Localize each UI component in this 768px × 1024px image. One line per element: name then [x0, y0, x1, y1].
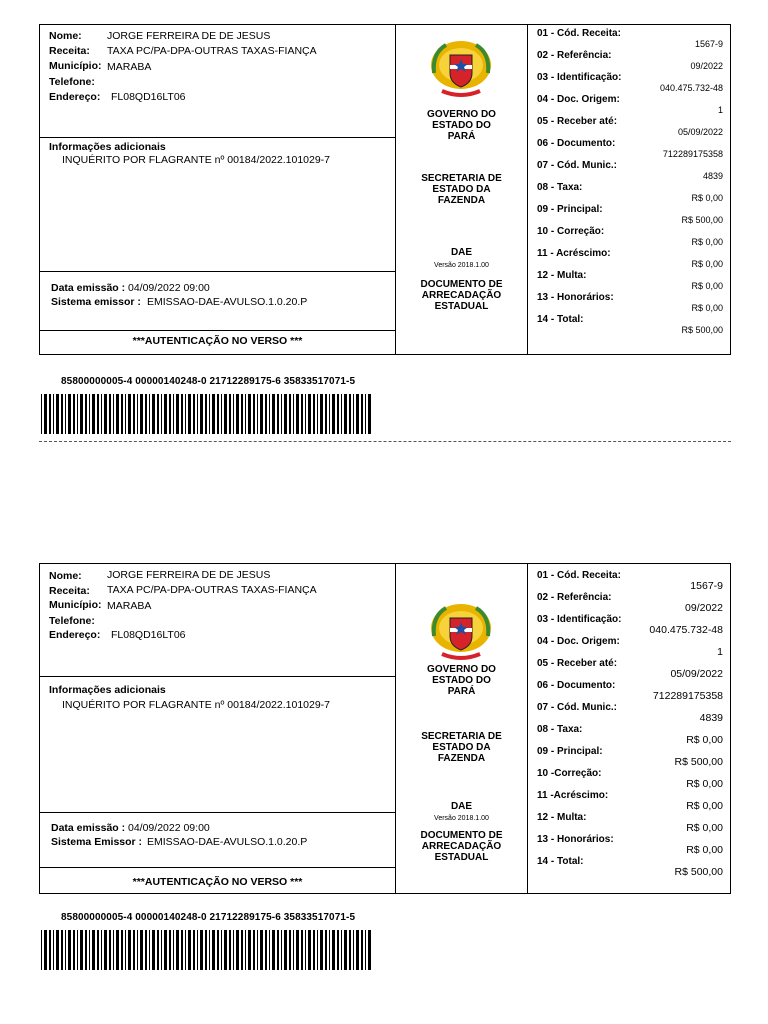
municipio-label: Município: [49, 599, 102, 611]
divider [40, 867, 395, 868]
field-value: R$ 500,00 [681, 325, 723, 335]
version-text: Versão 2018.1.00 [434, 262, 489, 269]
field-label: 14 - Total: [537, 856, 584, 867]
field-value: 712289175358 [652, 690, 723, 702]
emission-date-value: 04/09/2022 09:00 [128, 282, 210, 294]
name-label: Nome: [49, 30, 82, 42]
telefone-label: Telefone: [49, 615, 95, 627]
field-value: R$ 0,00 [691, 193, 723, 203]
emission-system-label: Sistema emissor : [51, 296, 141, 308]
field-value: R$ 0,00 [691, 259, 723, 269]
doc-line-3: ESTADUAL [434, 852, 489, 863]
dae-title: DAE [450, 801, 473, 812]
field-value: R$ 500,00 [674, 756, 723, 768]
name-label: Nome: [49, 570, 82, 582]
field-value: R$ 0,00 [686, 734, 723, 746]
municipio-value: MARABA [107, 61, 152, 73]
endereco-value: FL08QD16LT06 [111, 91, 186, 103]
field-label: 08 - Taxa: [537, 182, 583, 193]
field-value: 05/09/2022 [677, 127, 723, 137]
field-label: 11 - Acréscimo: [537, 248, 611, 259]
field-value: 09/2022 [685, 602, 723, 614]
field-label: 12 - Multa: [537, 812, 587, 823]
emission-date-label: Data emissão : [51, 822, 126, 834]
field-label: 14 - Total: [537, 314, 584, 325]
field-label: 11 -Acréscimo: [537, 790, 609, 801]
sec-line-1: SECRETARIA DE [421, 731, 502, 742]
field-label: 10 -Correção: [537, 768, 602, 779]
field-value: R$ 0,00 [686, 844, 723, 856]
gov-line-3: PARÁ [447, 131, 476, 142]
endereco-value: FL08QD16LT06 [111, 629, 186, 641]
fields-column [528, 25, 730, 354]
field-value: 1 [717, 646, 723, 658]
emission-date-value: 04/09/2022 09:00 [128, 822, 210, 834]
field-label: 08 - Taxa: [537, 724, 583, 735]
name-value: JORGE FERREIRA DE DE JESUS [107, 569, 271, 581]
payer-column [40, 25, 396, 354]
field-value: 4839 [699, 712, 723, 724]
info-label: Informações adicionais [49, 684, 166, 696]
field-label: 06 - Documento: [537, 138, 616, 149]
gov-line-2: ESTADO DO [432, 675, 491, 686]
agency-column [396, 564, 528, 893]
sec-line-2: ESTADO DA [432, 742, 491, 753]
telefone-label: Telefone: [49, 76, 95, 88]
barcode-digits: 85800000005-4 00000140248-0 21712289175-6 35833517071-5 [61, 912, 356, 923]
field-label: 06 - Documento: [537, 680, 616, 691]
info-text: INQUÉRITO POR FLAGRANTE nº 00184/2022.101029-7 [62, 154, 331, 166]
payer-column [40, 564, 396, 893]
field-label: 04 - Doc. Origem: [537, 94, 620, 105]
field-label: 09 - Principal: [537, 204, 603, 215]
field-label: 01 - Cód. Receita: [537, 570, 621, 581]
divider [40, 676, 395, 677]
receita-value: TAXA PC/PA-DPA-OUTRAS TAXAS-FIANÇA [107, 45, 317, 57]
endereco-label: Endereço: [49, 629, 101, 641]
divider [40, 137, 395, 138]
receita-label: Receita: [49, 585, 90, 597]
divider [40, 330, 395, 331]
sec-line-3: FAZENDA [437, 195, 486, 206]
doc-line-2: ARRECADAÇÃO [421, 841, 502, 852]
info-label: Informações adicionais [49, 141, 166, 153]
field-label: 05 - Receber até: [537, 116, 618, 127]
gov-line-1: GOVERNO DO [427, 109, 496, 120]
agency-column [396, 25, 528, 354]
field-label: 04 - Doc. Origem: [537, 636, 620, 647]
field-value: R$ 0,00 [686, 778, 723, 790]
field-value: 05/09/2022 [670, 668, 723, 680]
doc-line-1: DOCUMENTO DE [420, 830, 503, 841]
gov-line-3: PARÁ [447, 686, 476, 697]
field-value: 1 [717, 105, 723, 115]
doc-line-3: ESTADUAL [434, 301, 489, 312]
field-label: 10 - Correção: [537, 226, 605, 237]
field-value: R$ 500,00 [674, 866, 723, 878]
municipio-value: MARABA [107, 600, 152, 612]
name-value: JORGE FERREIRA DE DE JESUS [107, 30, 271, 42]
endereco-label: Endereço: [49, 91, 101, 103]
field-value: R$ 0,00 [691, 303, 723, 313]
field-label: 01 - Cód. Receita: [537, 28, 621, 39]
gov-line-2: ESTADO DO [432, 120, 491, 131]
dae-title: DAE [450, 247, 473, 258]
para-coat-of-arms-icon [428, 35, 494, 105]
field-label: 07 - Cód. Munic.: [537, 160, 617, 171]
field-value: 1567-9 [690, 580, 723, 592]
municipio-label: Município: [49, 60, 102, 72]
cut-line [39, 441, 731, 442]
field-label: 02 - Referência: [537, 50, 612, 61]
emission-system-label: Sistema Emissor : [51, 836, 143, 848]
field-value: 040.475.732-48 [659, 83, 723, 93]
para-coat-of-arms-icon [428, 598, 494, 668]
dae-slip-top [39, 24, 731, 355]
dae-slip-bottom [39, 563, 731, 894]
field-label: 03 - Identificação: [537, 614, 622, 625]
gov-line-1: GOVERNO DO [427, 664, 496, 675]
receita-label: Receita: [49, 45, 90, 57]
fields-column [528, 564, 730, 893]
field-value: 040.475.732-48 [649, 624, 723, 636]
doc-line-2: ARRECADAÇÃO [421, 290, 502, 301]
authentication-note: ***AUTENTICAÇÃO NO VERSO *** [132, 876, 303, 888]
authentication-note: ***AUTENTICAÇÃO NO VERSO *** [132, 335, 303, 347]
field-label: 03 - Identificação: [537, 72, 622, 83]
receita-value: TAXA PC/PA-DPA-OUTRAS TAXAS-FIANÇA [107, 584, 317, 596]
field-value: R$ 0,00 [686, 800, 723, 812]
field-label: 13 - Honorários: [537, 292, 614, 303]
sec-line-3: FAZENDA [437, 753, 486, 764]
emission-system-value: EMISSAO-DAE-AVULSO.1.0.20.P [147, 836, 308, 848]
sec-line-1: SECRETARIA DE [421, 173, 502, 184]
barcode-digits: 85800000005-4 00000140248-0 21712289175-6 35833517071-5 [61, 376, 356, 387]
field-label: 09 - Principal: [537, 746, 603, 757]
emission-system-value: EMISSAO-DAE-AVULSO.1.0.20.P [147, 296, 308, 308]
info-text: INQUÉRITO POR FLAGRANTE nº 00184/2022.101029-7 [62, 699, 331, 711]
field-value: 1567-9 [694, 39, 723, 49]
sec-line-2: ESTADO DA [432, 184, 491, 195]
field-label: 05 - Receber até: [537, 658, 618, 669]
field-label: 12 - Multa: [537, 270, 587, 281]
version-text: Versão 2018.1.00 [434, 815, 489, 822]
divider [40, 271, 395, 272]
field-label: 02 - Referência: [537, 592, 612, 603]
barcode [41, 930, 371, 970]
field-value: R$ 500,00 [681, 215, 723, 225]
field-label: 13 - Honorários: [537, 834, 614, 845]
field-value: R$ 0,00 [686, 822, 723, 834]
barcode [41, 394, 371, 434]
field-value: R$ 0,00 [691, 237, 723, 247]
divider [40, 812, 395, 813]
field-label: 07 - Cód. Munic.: [537, 702, 617, 713]
field-value: 4839 [702, 171, 723, 181]
field-value: R$ 0,00 [691, 281, 723, 291]
emission-date-label: Data emissão : [51, 282, 126, 294]
field-value: 712289175358 [662, 149, 723, 159]
doc-line-1: DOCUMENTO DE [420, 279, 503, 290]
field-value: 09/2022 [690, 61, 723, 71]
